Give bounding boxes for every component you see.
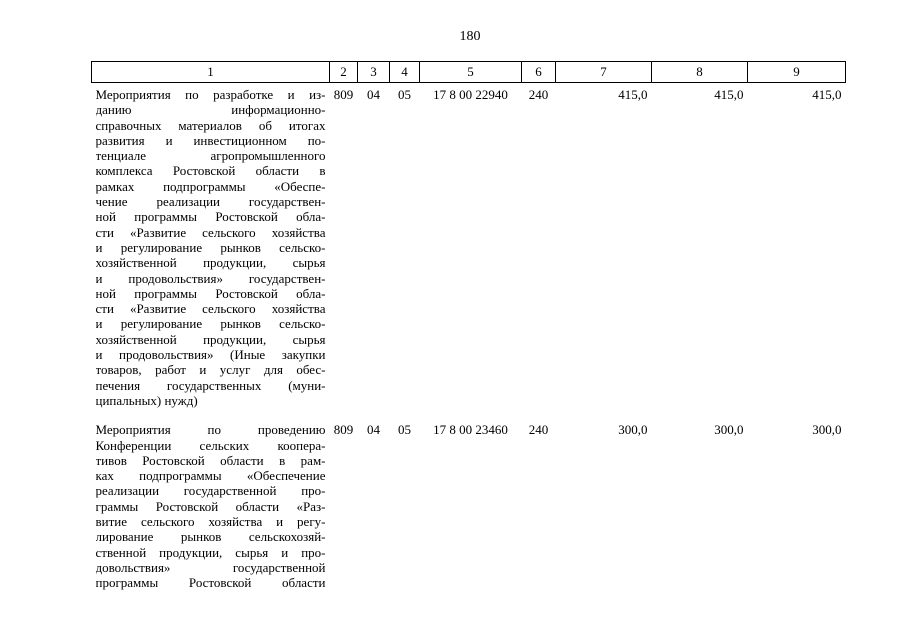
description-line: и продовольствия» (Иные закупки: [95, 347, 326, 363]
description-line: ственной продукции, сырья и про-: [95, 544, 326, 560]
cell-ministry-code: 809: [333, 422, 354, 438]
description-line: печения государственных (муни-: [95, 377, 326, 393]
table-row: [92, 83, 846, 419]
description-line: справочных материалов об итогах: [95, 117, 326, 133]
description-line: чение реализации государствен-: [95, 194, 326, 210]
header-cell-1: 1: [92, 62, 330, 83]
row-description: [92, 418, 330, 600]
header-cell-2: 2: [330, 62, 358, 83]
cell-section-code: 04: [367, 87, 380, 102]
header-cell-5: 5: [420, 62, 522, 83]
description-line: ной программы Ростовской обла-: [95, 285, 326, 301]
cell-expense-type-code: 240: [528, 87, 549, 102]
description-line: ципальных) нужд): [95, 392, 198, 408]
description-line: рамках подпрограммы «Обеспе-: [95, 178, 326, 194]
description-line: сти «Развитие сельского хозяйства: [95, 301, 326, 317]
header-cell-3: 3: [358, 62, 390, 83]
cell-amount-col8: 300,0: [714, 422, 744, 438]
description-line: Мероприятия по проведению: [95, 422, 326, 438]
description-line: ной программы Ростовской обла-: [95, 209, 326, 225]
description-line: развития и инвестиционном по-: [95, 132, 326, 148]
description-line: программы Ростовской области: [95, 575, 326, 591]
description-line: ках подпрограммы «Обеспечение: [95, 468, 326, 484]
page-number: 180: [459, 29, 481, 44]
description-line: комплекса Ростовской области в: [95, 163, 326, 179]
header-cell-4: 4: [390, 62, 420, 83]
description-line: хозяйственной продукции, сырья: [95, 255, 326, 271]
table-row: [92, 418, 846, 600]
description-line: лирование рынков сельскохозяй-: [95, 529, 326, 545]
cell-subsection-code: 05: [398, 422, 411, 438]
cell-amount-col8: 415,0: [714, 87, 744, 102]
cell-subsection-code: 05: [398, 87, 411, 102]
description-line: тенциале агропромышленного: [95, 148, 326, 164]
header-row: [92, 62, 846, 83]
description-line: Мероприятия по разработке и из-: [95, 87, 326, 102]
description-line: и продовольствия» государствен-: [95, 270, 326, 286]
cell-expense-type-code: 240: [528, 422, 549, 438]
row-description: [92, 83, 330, 419]
description-line: довольствия» государственной: [95, 559, 326, 575]
header-cell-8: 8: [652, 62, 748, 83]
cell-target-article-code: 17 8 00 22940: [433, 87, 508, 102]
cell-amount-col9: 300,0: [812, 422, 842, 438]
cell-ministry-code: 809: [333, 87, 354, 102]
header-cell-6: 6: [522, 62, 556, 83]
description-line: тивов Ростовской области в рам-: [95, 452, 326, 468]
description-line: и регулирование рынков сельско-: [95, 316, 326, 332]
header-cell-9: 9: [748, 62, 846, 83]
header-cell-7: 7: [556, 62, 652, 83]
budget-table: [91, 61, 846, 601]
cell-amount-col7: 300,0: [618, 422, 648, 438]
description-line: граммы Ростовской области «Раз-: [95, 498, 326, 514]
description-line: данию информационно-: [95, 102, 326, 118]
description-line: витие сельского хозяйства и регу-: [95, 514, 326, 530]
description-line: реализации государственной про-: [95, 483, 326, 499]
cell-amount-col7: 415,0: [618, 87, 648, 102]
description-line: Конференции сельских коопера-: [95, 437, 326, 453]
description-line: хозяйственной продукции, сырья: [95, 331, 326, 347]
cell-amount-col9: 415,0: [812, 87, 842, 102]
description-line: и регулирование рынков сельско-: [95, 239, 326, 255]
description-line: сти «Развитие сельского хозяйства: [95, 224, 326, 240]
cell-section-code: 04: [367, 422, 380, 438]
description-line: товаров, работ и услуг для обес-: [95, 362, 326, 378]
cell-target-article-code: 17 8 00 23460: [433, 422, 508, 438]
